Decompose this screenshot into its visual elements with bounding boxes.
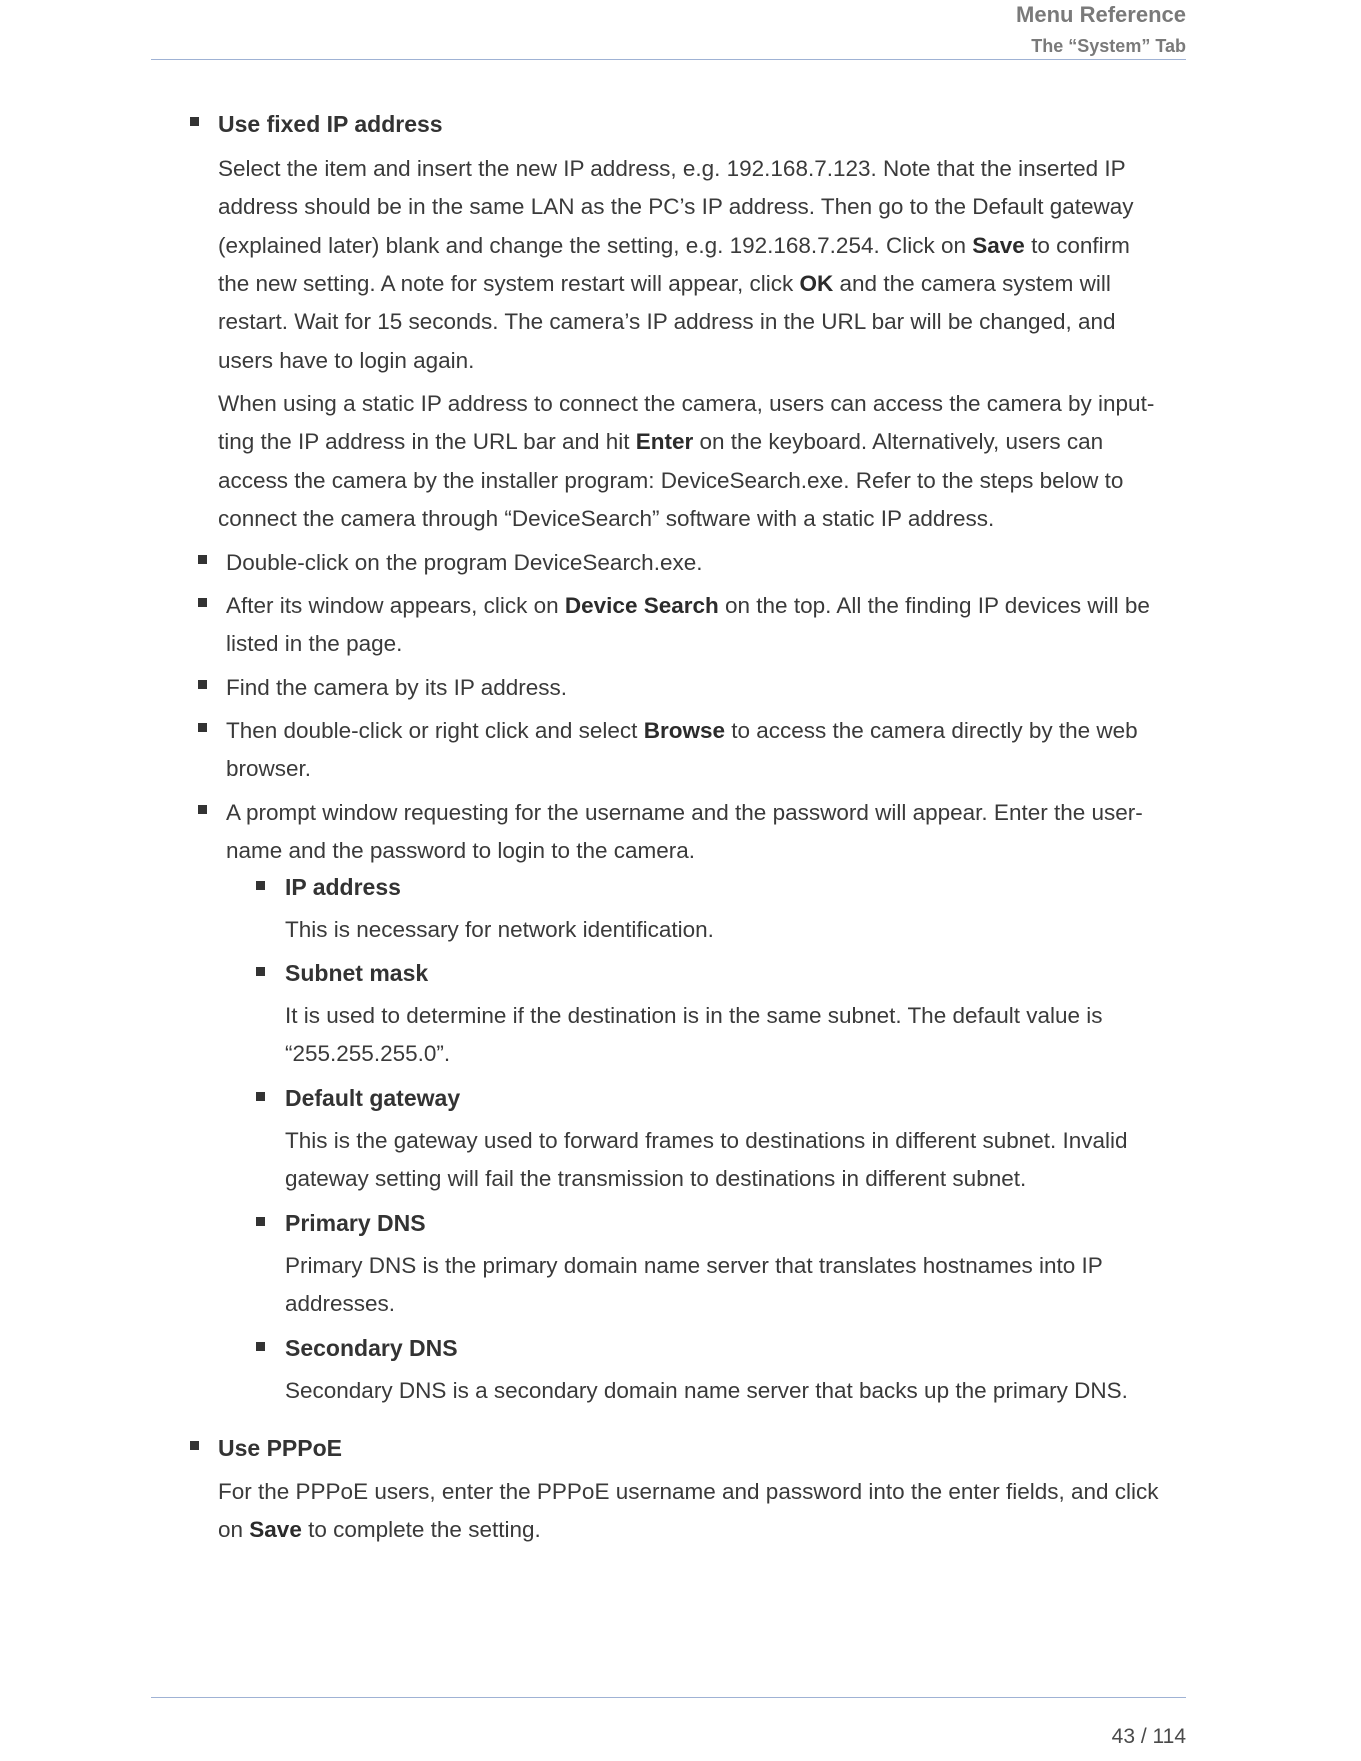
section-heading: Use PPPoE [218,1435,342,1461]
running-header-title: Menu Reference [1016,2,1186,27]
body-text-line: For the PPPoE users, enter the PPPoE username and password into the enter fields, and click [218,1479,1159,1504]
body-text-line: When using a static IP address to connect the camera, users can access the camera by input- [218,391,1155,416]
bullet-icon [190,1441,199,1450]
field-description-line: This is the gateway used to forward frames to destinations in different subnet. Invalid [285,1128,1128,1153]
body-text-line: (explained later) blank and change the setting, e.g. 192.168.7.254. Click on Save to confirm [218,232,1130,258]
footer-rule [151,1697,1186,1698]
step-text-line: browser. [226,756,312,782]
bold-term: Save [972,232,1025,258]
bold-term: OK [799,270,834,296]
header-rule [151,59,1186,60]
field-description-line: Secondary DNS is a secondary domain name server that backs up the primary DNS. [285,1378,1128,1403]
body-text-line: ting the IP address in the URL bar and hit Enter on the keyboard. Alternatively, users can [218,429,1104,455]
body-text-line: Select the item and insert the new IP address, e.g. 192.168.7.123. Note that the inserted IP [218,156,1126,181]
bullet-icon [256,881,265,890]
bullet-icon [256,1217,265,1226]
bold-term: Enter [635,429,694,455]
body-text-line: connect the camera through “DeviceSearch” software with a static IP address. [218,505,995,531]
body-text-line: the new setting. A note for system restart will appear, click OK and the camera system will [218,270,1111,296]
page-number: 43 / 114 [1111,1725,1186,1748]
field-description-line: addresses. [285,1291,396,1317]
step-text-line: A prompt window requesting for the username and the password will appear. Enter the user- [226,800,1143,825]
step-text-line: Then double-click or right click and select Browse to access the camera directly by the web [226,718,1138,743]
bullet-icon [198,723,207,732]
bullet-icon [198,680,207,689]
field-title: IP address [285,874,401,900]
step-text-line: name and the password to login to the camera. [226,838,696,864]
bold-term: Browse [643,718,725,743]
bullet-icon [198,555,207,564]
bold-term: Save [249,1517,302,1543]
field-description-line: “255.255.255.0”. [285,1041,451,1067]
field-title: Primary DNS [285,1210,426,1236]
step-text-line: Find the camera by its IP address. [226,675,567,700]
running-header-subtitle: The “System” Tab [1031,36,1186,56]
field-title: Subnet mask [285,960,429,986]
bullet-icon [256,1342,265,1351]
bullet-icon [256,967,265,976]
bullet-icon [198,598,207,607]
field-description-line: This is necessary for network identification. [285,917,714,942]
bullet-icon [256,1092,265,1101]
field-description-line: gateway setting will fail the transmission to destinations in different subnet. [285,1166,1027,1192]
bold-term: Device Search [564,593,719,618]
body-text-line: users have to login again. [218,347,475,373]
step-text-line: Double-click on the program DeviceSearch.exe. [226,550,703,575]
field-description-line: It is used to determine if the destination is in the same subnet. The default value is [285,1003,1103,1028]
field-description-line: Primary DNS is the primary domain name server that translates hostnames into IP [285,1253,1103,1278]
bullet-icon [198,805,207,814]
section-heading: Use fixed IP address [218,111,443,137]
field-title: Secondary DNS [285,1335,458,1361]
step-text-line: listed in the page. [226,631,403,657]
body-text-line: address should be in the same LAN as the PC’s IP address. Then go to the Default gateway [218,194,1134,220]
body-text-line: access the camera by the installer program: DeviceSearch.exe. Refer to the steps below to [218,467,1124,493]
step-text-line: After its window appears, click on Device Search on the top. All the finding IP devices will be [226,593,1150,618]
body-text-line: restart. Wait for 15 seconds. The camera’s IP address in the URL bar will be changed, and [218,309,1116,335]
field-title: Default gateway [285,1085,461,1111]
bullet-icon [190,117,199,126]
body-text-line: on Save to complete the setting. [218,1517,541,1543]
